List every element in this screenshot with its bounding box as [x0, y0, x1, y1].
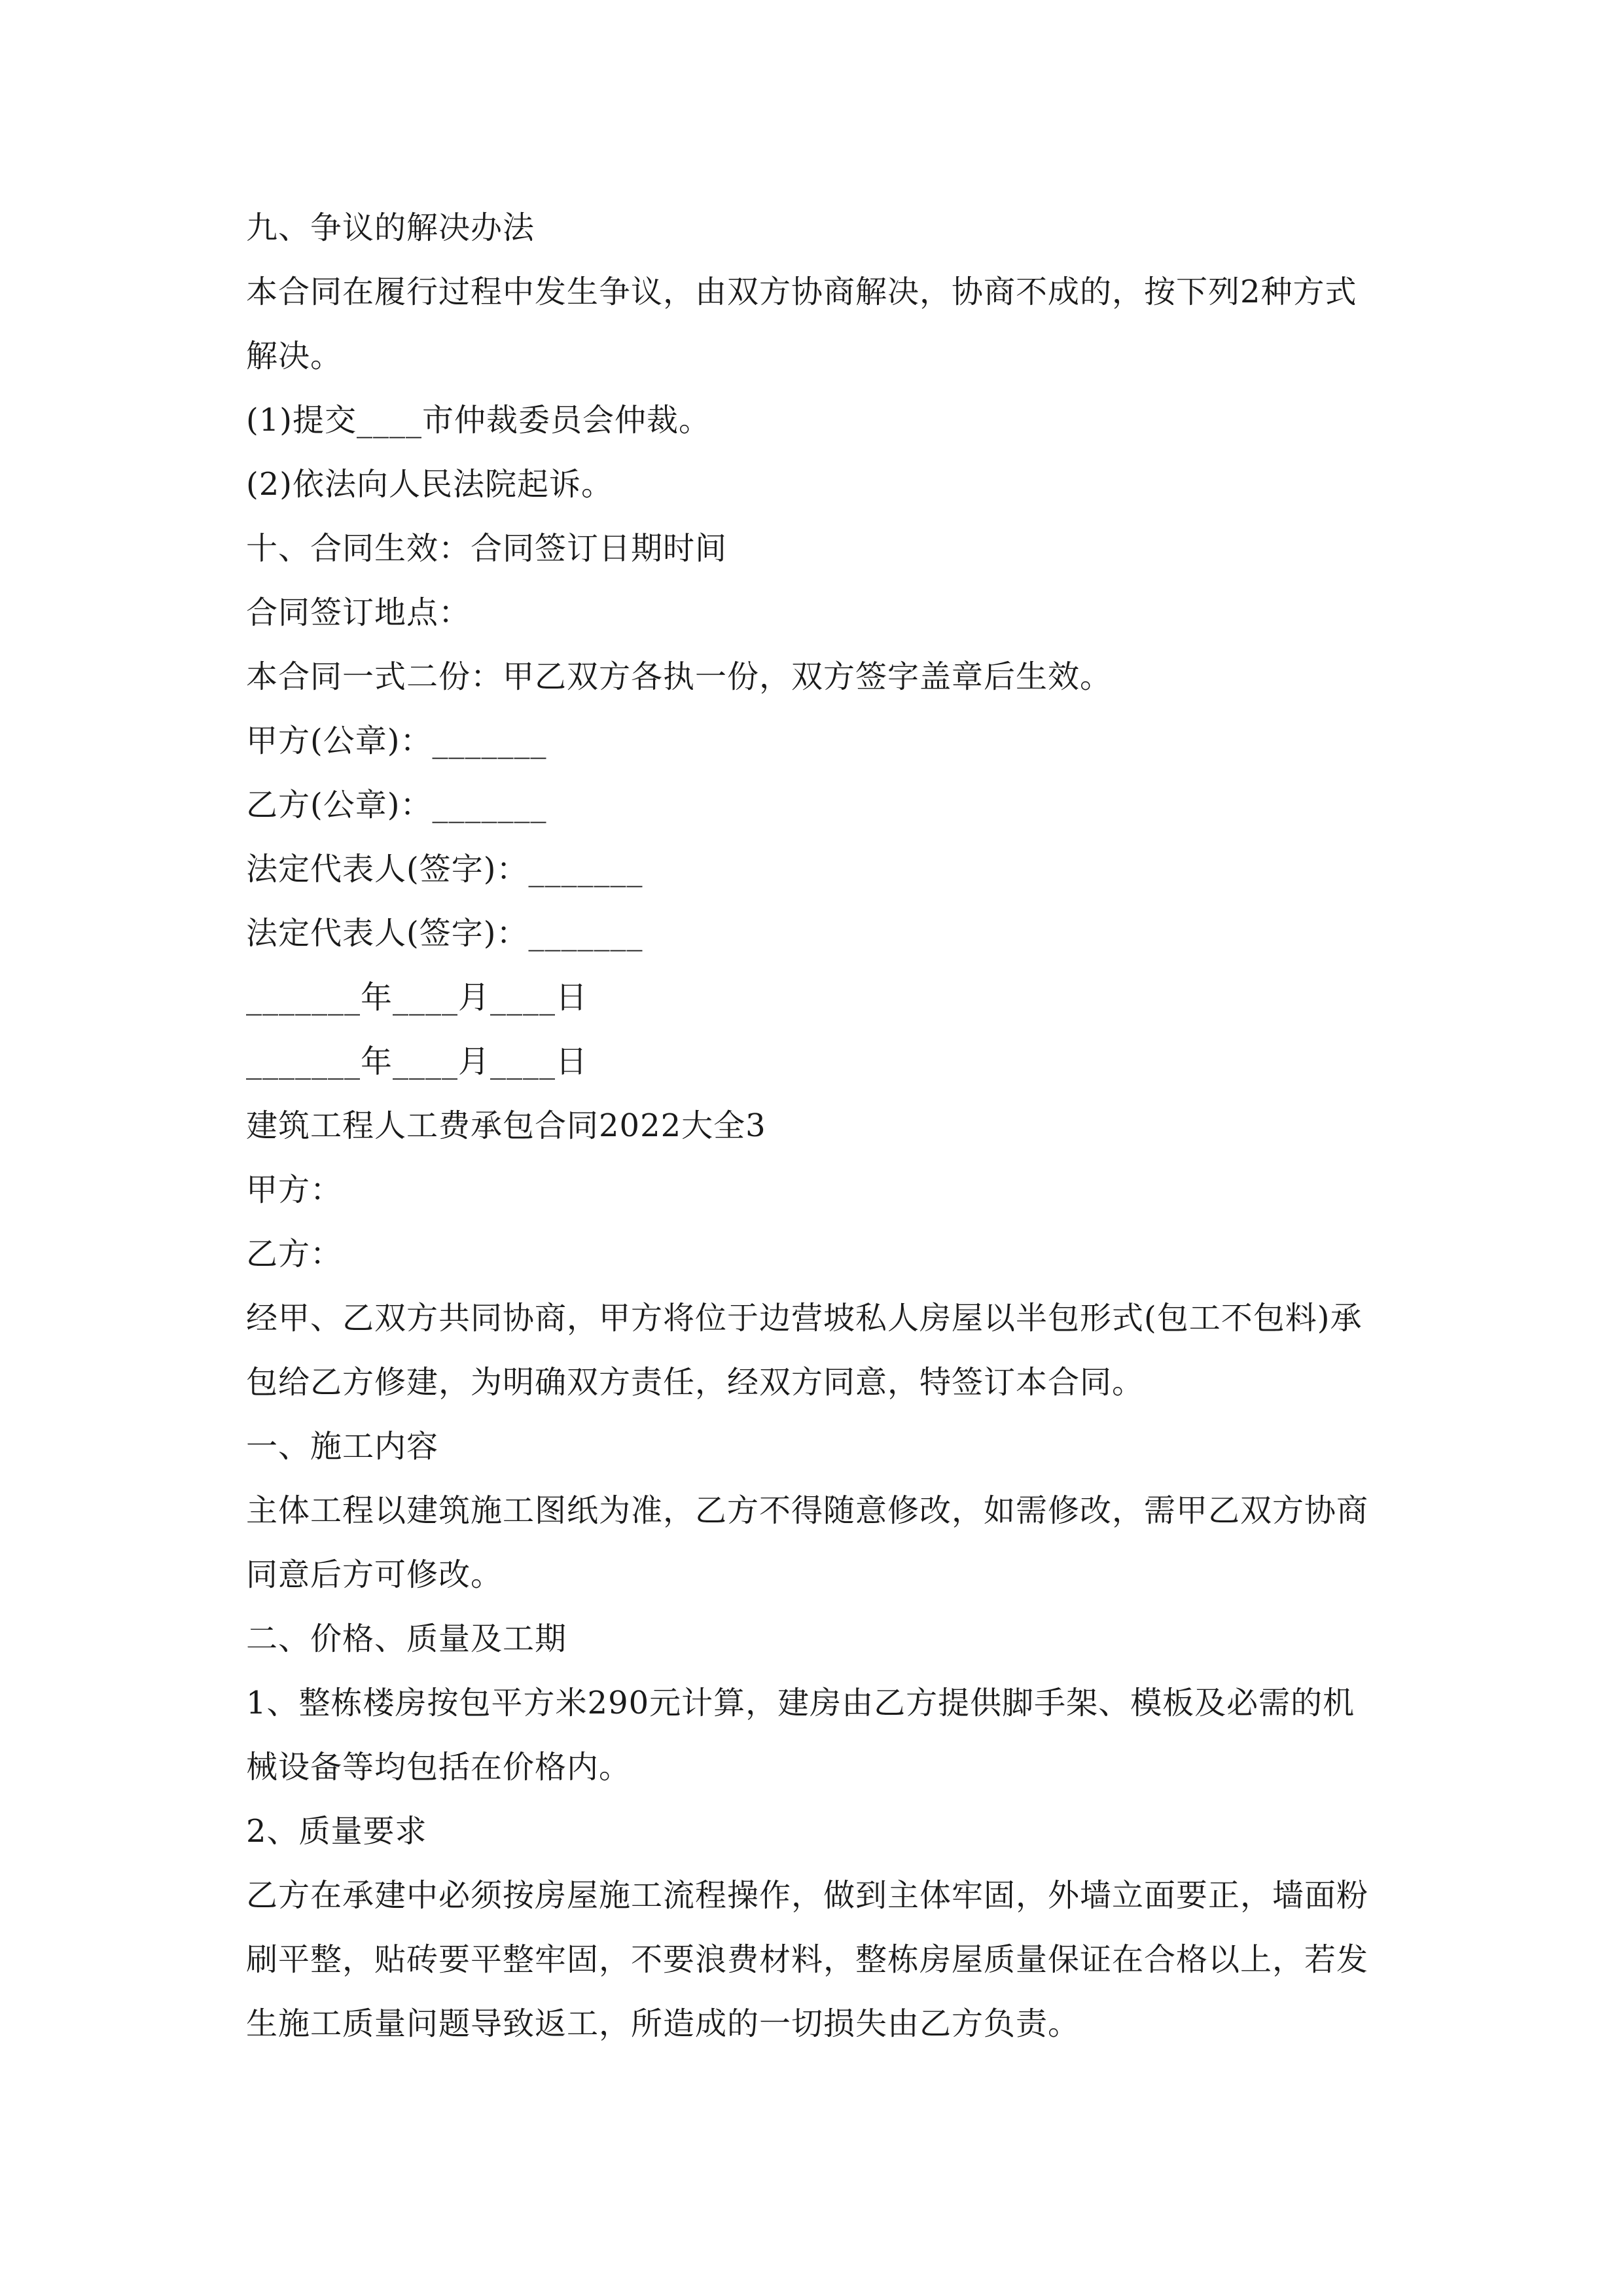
signature-line-party-b: 乙方(公章)：_______ — [246, 787, 547, 823]
paragraph-line: 合同签订地点： — [246, 594, 471, 631]
party-b-line: 乙方： — [246, 1236, 343, 1272]
date-line: _______年____月____日 — [246, 979, 588, 1016]
section-heading-effect: 十、合同生效：合同签订日期时间 — [246, 530, 728, 567]
paragraph-line: 主体工程以建筑施工图纸为准，乙方不得随意修改，如需修改，需甲乙双方协商 — [246, 1492, 1369, 1529]
list-item: (1)提交____市仲裁委员会仲裁。 — [246, 402, 711, 439]
section-heading-dispute: 九、争议的解决办法 — [246, 209, 535, 246]
paragraph-line: 1、整栋楼房按包平方米290元计算，建房由乙方提供脚手架、模板及必需的机 — [246, 1685, 1355, 1721]
contract-title: 建筑工程人工费承包合同2022大全3 — [246, 1107, 766, 1144]
subsection-heading-quality: 2、质量要求 — [246, 1813, 427, 1850]
paragraph-line: 本合同在履行过程中发生争议，由双方协商解决，协商不成的，按下列2种方式 — [246, 274, 1357, 310]
list-item: (2)依法向人民法院起诉。 — [246, 466, 613, 503]
date-line: _______年____月____日 — [246, 1043, 588, 1080]
paragraph-line: 生施工质量问题导致返工，所造成的一切损失由乙方负责。 — [246, 2005, 1080, 2042]
section-heading-price: 二、价格、质量及工期 — [246, 1621, 567, 1657]
party-a-line: 甲方： — [246, 1172, 343, 1208]
signature-line-party-a: 甲方(公章)：_______ — [246, 723, 547, 759]
paragraph-line: 包给乙方修建，为明确双方责任，经双方同意，特签订本合同。 — [246, 1364, 1145, 1401]
paragraph-line: 经甲、乙双方共同协商，甲方将位于边营坡私人房屋以半包形式(包工不包料)承 — [246, 1300, 1363, 1336]
signature-line-representative: 法定代表人(签字)：_______ — [246, 851, 643, 888]
paragraph-line: 同意后方可修改。 — [246, 1556, 503, 1593]
paragraph-line: 乙方在承建中必须按房屋施工流程操作，做到主体牢固，外墙立面要正，墙面粉 — [246, 1877, 1369, 1914]
paragraph-line: 械设备等均包括在价格内。 — [246, 1749, 632, 1785]
section-heading-scope: 一、施工内容 — [246, 1428, 439, 1465]
paragraph-line: 解决。 — [246, 338, 343, 374]
signature-line-representative: 法定代表人(签字)：_______ — [246, 915, 643, 952]
paragraph-line: 本合同一式二份：甲乙双方各执一份，双方签字盖章后生效。 — [246, 658, 1113, 695]
paragraph-line: 刷平整，贴砖要平整牢固，不要浪费材料，整栋房屋质量保证在合格以上，若发 — [246, 1941, 1369, 1978]
